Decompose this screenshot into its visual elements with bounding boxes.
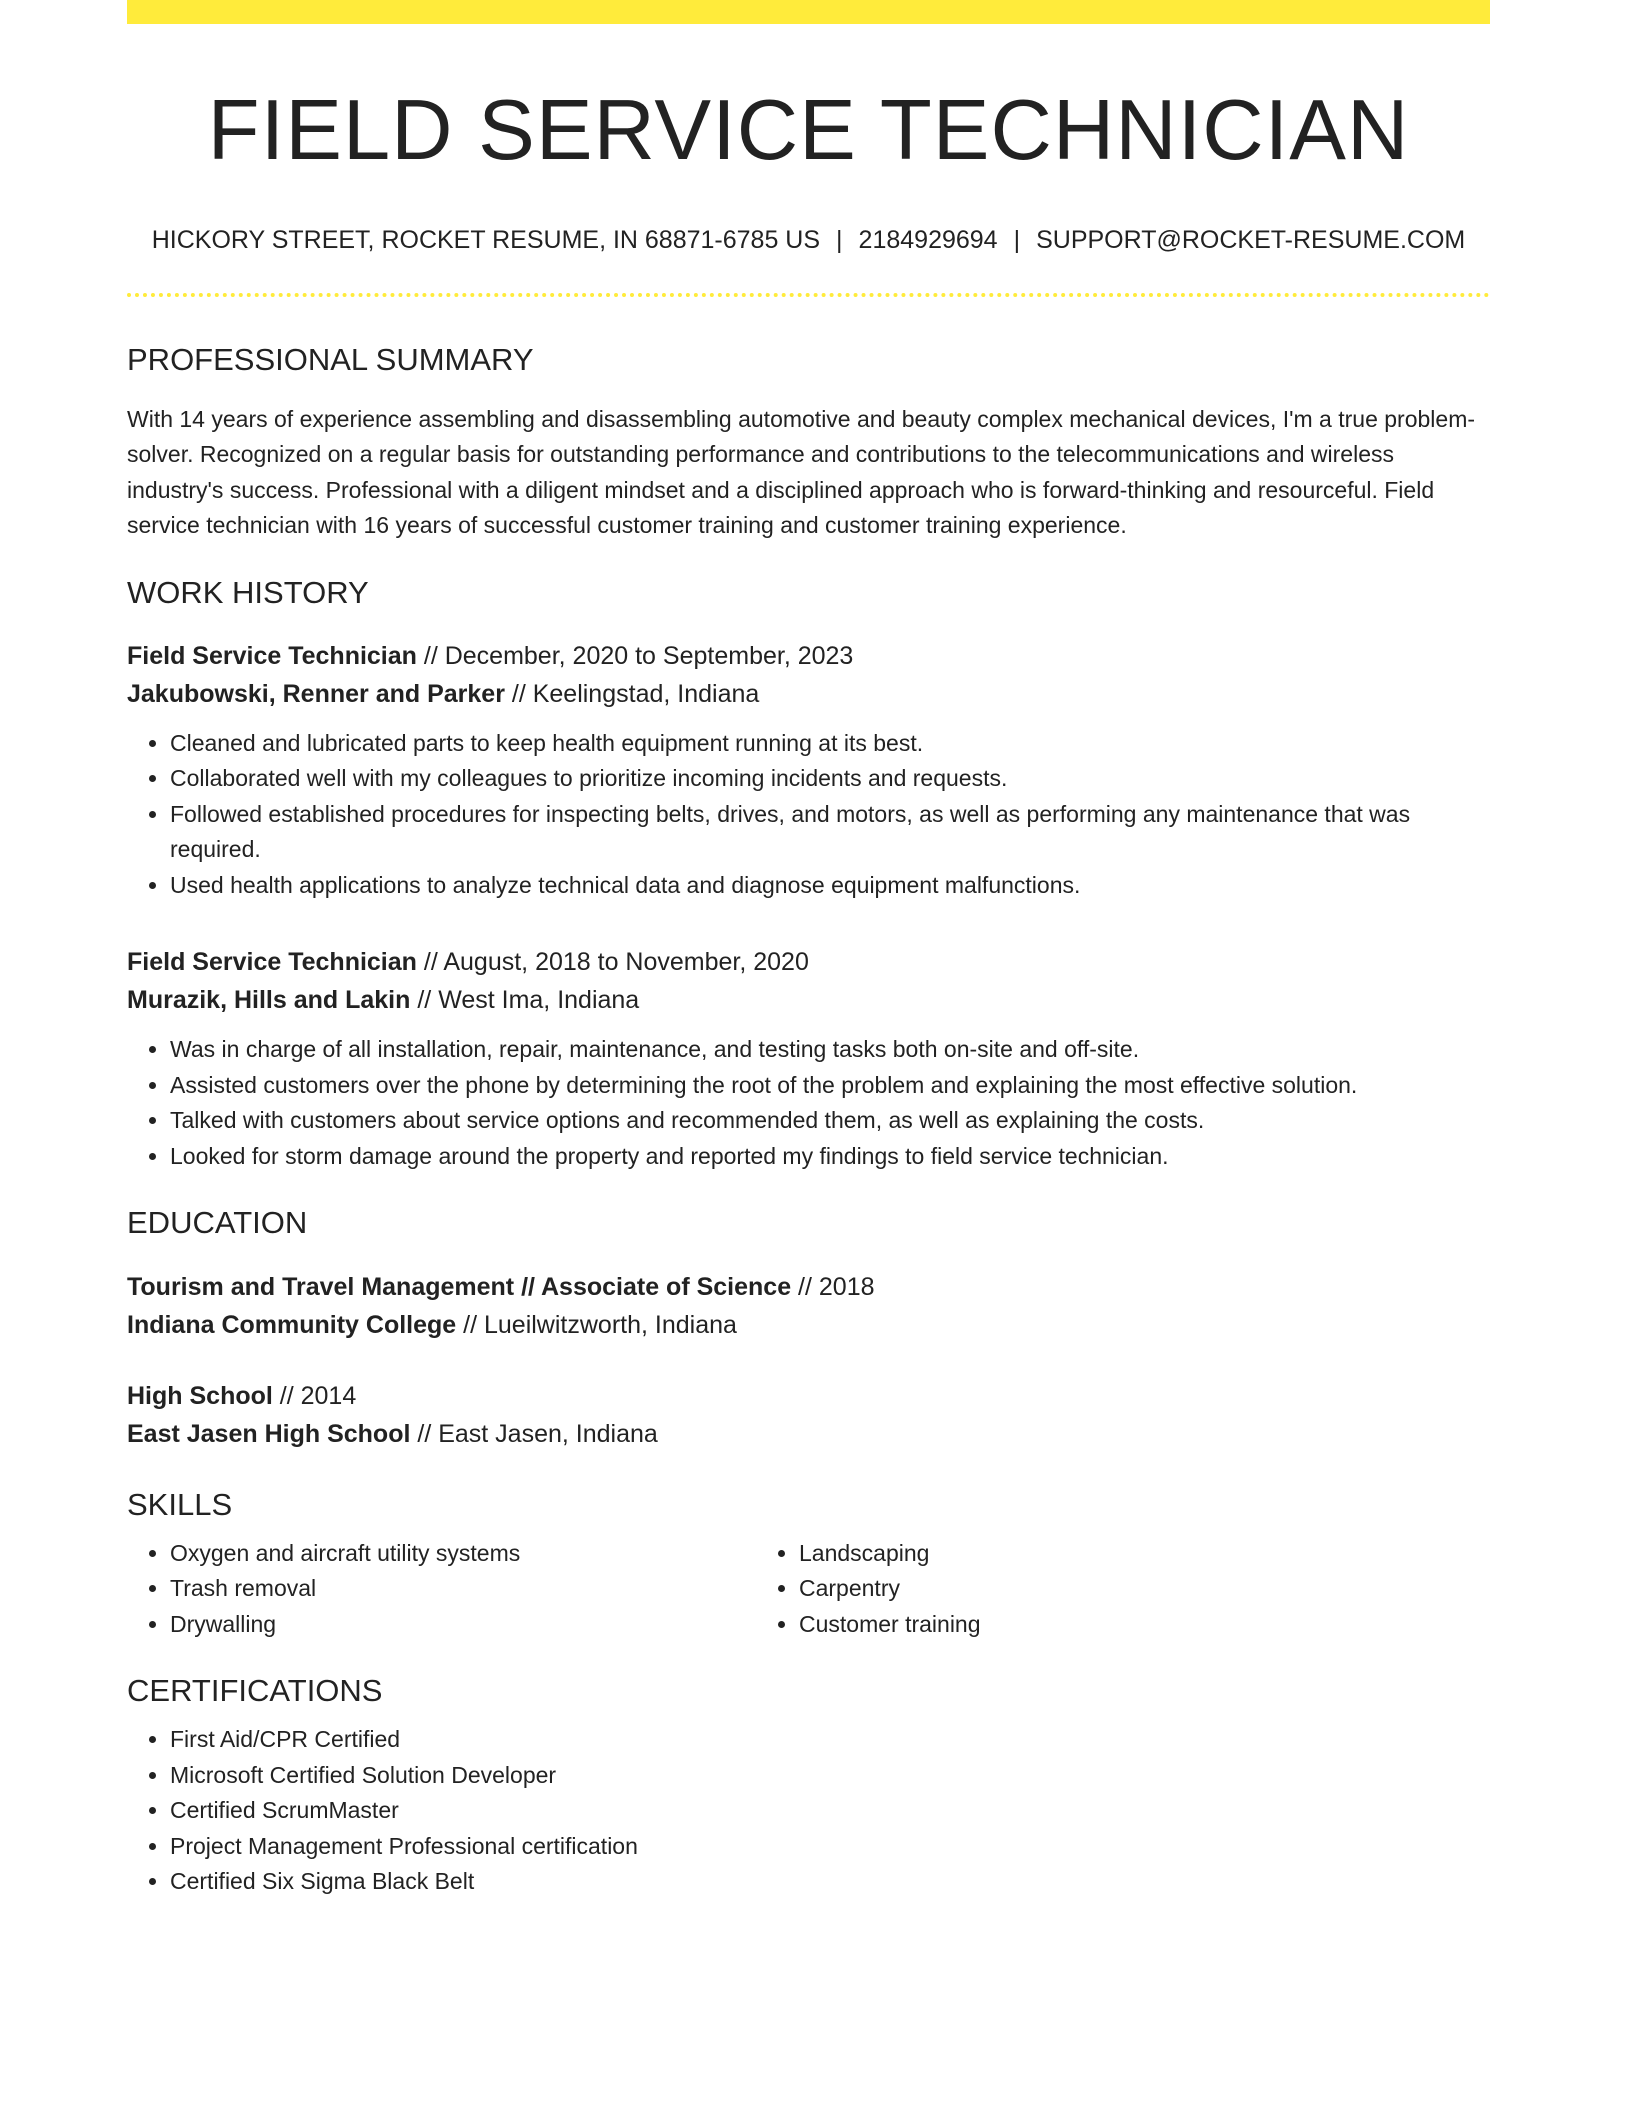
education-location: // Lueilwitzworth, Indiana: [456, 1310, 737, 1339]
certification-item: • Microsoft Certified Solution Developer: [170, 1758, 1490, 1794]
education-entry: [127, 1377, 1490, 1453]
job-title-line: [127, 943, 1490, 981]
skills-grid: [127, 1536, 1490, 1643]
resume-name: FIELD SERVICE TECHNICIAN: [207, 83, 1410, 178]
job-entry: [127, 637, 1490, 904]
skill-item: • Oxygen and aircraft utility systems: [170, 1536, 756, 1572]
education-school-line: [127, 1415, 1490, 1453]
list-item: • Talked with customers about service options and recommended them, as well as explaining the costs.: [170, 1103, 1490, 1139]
list-item: • Used health applications to analyze technical data and diagnose equipment malfunctions.: [170, 868, 1490, 904]
certifications-list: [127, 1722, 1490, 1900]
list-item: • Looked for storm damage around the property and reported my findings to field service technician.: [170, 1139, 1490, 1175]
skill-item: • Carpentry: [799, 1571, 1385, 1607]
summary-heading: PROFESSIONAL SUMMARY: [127, 341, 534, 377]
job-location: // West Ima, Indiana: [410, 986, 640, 1015]
contact-address: HICKORY STREET, ROCKET RESUME, IN 68871-6785 US: [151, 226, 821, 254]
list-item: • Cleaned and lubricated parts to keep health equipment running at its best.: [170, 726, 1490, 762]
education-degree: Tourism and Travel Management // Associate of Science: [127, 1272, 792, 1301]
contact-phone: 2184929694: [858, 226, 998, 254]
certification-item: • Certified ScrumMaster: [170, 1793, 1490, 1829]
job-role: Field Service Technician: [127, 948, 417, 977]
job-role: Field Service Technician: [127, 641, 417, 670]
resume-page: [127, 0, 1490, 1900]
certifications-heading: CERTIFICATIONS: [127, 1673, 383, 1709]
education-school-line: [127, 1306, 1490, 1344]
skill-item: • Drywalling: [170, 1607, 756, 1643]
skills-column-left: [127, 1536, 756, 1643]
education-entry: [127, 1268, 1490, 1344]
list-item: • Was in charge of all installation, repair, maintenance, and testing tasks both on-site and off-site.: [170, 1032, 1490, 1068]
summary-text: With 14 years of experience assembling and disassembling automotive and beauty complex mechanical devices, I'm a true problem-solver. Recognized on a regular basis for outstanding performance and contributions to the telecommunications and wireless industry's success. Professional with a diligent mindset and a disciplined approach who is forward-thinking and resourceful. Field service technician with 16 years of successful customer training and customer training experience.: [127, 405, 1476, 539]
contact-line: [127, 224, 1490, 257]
top-accent-bar: [127, 0, 1490, 24]
education-degree: High School: [127, 1381, 273, 1410]
job-title-line: [127, 637, 1490, 675]
certification-item: • Certified Six Sigma Black Belt: [170, 1864, 1490, 1900]
skills-column-right: [756, 1536, 1385, 1643]
job-bullets: [127, 726, 1490, 904]
job-dates: // December, 2020 to September, 2023: [416, 641, 854, 670]
education-year: // 2014: [272, 1381, 357, 1410]
header-divider: [127, 293, 1490, 297]
contact-separator: |: [836, 226, 843, 254]
skill-item: • Customer training: [799, 1607, 1385, 1643]
job-company: Murazik, Hills and Lakin: [127, 986, 411, 1015]
education-school: East Jasen High School: [127, 1419, 411, 1448]
skill-item: • Trash removal: [170, 1571, 756, 1607]
list-item: • Collaborated well with my colleagues to prioritize incoming incidents and requests.: [170, 761, 1490, 797]
education-degree-line: [127, 1268, 1490, 1306]
skill-item: • Landscaping: [799, 1536, 1385, 1572]
list-item: • Followed established procedures for inspecting belts, drives, and motors, as well as performing any maintenance that was required.: [170, 797, 1490, 868]
certification-item: • First Aid/CPR Certified: [170, 1722, 1490, 1758]
contact-separator: |: [1013, 226, 1021, 254]
education-heading: EDUCATION: [127, 1205, 308, 1241]
job-company-line: [127, 981, 1490, 1019]
job-company-line: [127, 675, 1490, 713]
education-location: // East Jasen, Indiana: [410, 1419, 658, 1448]
job-bullets: [127, 1032, 1490, 1174]
list-item: • Assisted customers over the phone by determining the root of the problem and explaining the most effective solution.: [170, 1068, 1490, 1104]
job-entry: [127, 943, 1490, 1174]
job-company: Jakubowski, Renner and Parker: [127, 679, 505, 708]
work-history-heading: WORK HISTORY: [127, 574, 369, 610]
contact-email: SUPPORT@ROCKET-RESUME.COM: [1036, 226, 1466, 254]
skills-heading: SKILLS: [127, 1486, 233, 1522]
education-school: Indiana Community College: [127, 1310, 457, 1339]
education-degree-line: [127, 1377, 1490, 1415]
certification-item: • Project Management Professional certification: [170, 1829, 1490, 1865]
job-location: // Keelingstad, Indiana: [504, 679, 760, 708]
job-dates: // August, 2018 to November, 2020: [416, 948, 809, 977]
education-year: // 2018: [791, 1272, 875, 1301]
